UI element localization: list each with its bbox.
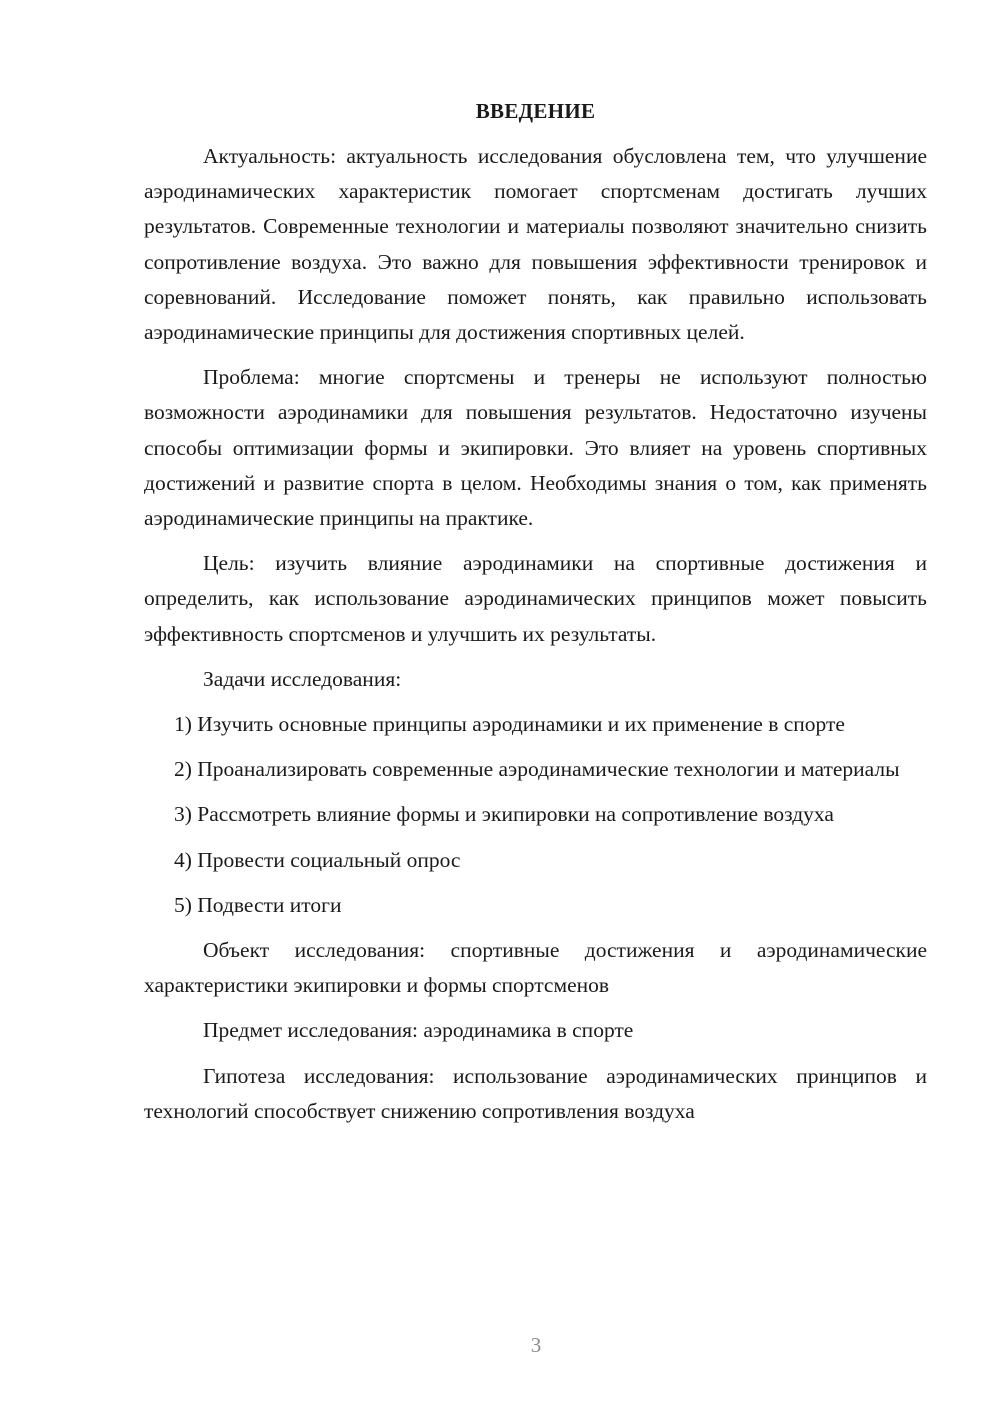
- task-item-1: 1) Изучить основные принципы аэродинамики и их применение в спорте: [174, 712, 845, 737]
- hypothesis-paragraph: Гипотеза исследования: использование аэродинамических принципов и технологий способствует снижению сопротивления воздуха: [144, 1063, 927, 1123]
- subject-paragraph: Предмет исследования: аэродинамика в спорте: [203, 1018, 634, 1043]
- relevance-paragraph: Актуальность: актуальность исследования обусловлена тем, что улучшение аэродинамических характеристик помогает спортсменам достигать лучших результатов. Современные технологии и материалы позволяют значительно снизить сопротивление воздуха. Это важно для повышения эффективности тренировок и соревнований. Исследование поможет понять, как правильно использовать аэродинамические принципы для достижения спортивных целей.: [144, 144, 927, 345]
- task-item-4: 4) Провести социальный опрос: [174, 847, 461, 872]
- object-paragraph: Объект исследования: спортивные достижения и аэродинамические характеристики экипировки и формы спортсменов: [144, 938, 927, 998]
- page-number: 3: [530, 1333, 542, 1357]
- problem-paragraph: Проблема: многие спортсмены и тренеры не используют полностью возможности аэродинамики для повышения результатов. Недостаточно изучены способы оптимизации формы и экипировки. Это влияет на уровень спортивных достижений и развитие спорта в целом. Необходимы знания о том, как применять аэродинамические принципы на практике.: [144, 365, 927, 531]
- task-item-5: 5) Подвести итоги: [174, 892, 342, 917]
- tasks-heading: Задачи исследования:: [203, 666, 402, 691]
- document-page: [144, 94, 927, 1139]
- task-item-2: 2) Проанализировать современные аэродинамические технологии и материалы: [174, 757, 900, 782]
- goal-paragraph: Цель: изучить влияние аэродинамики на спортивные достижения и определить, как использование аэродинамических принципов может повысить эффективность спортсменов и улучшить их результаты.: [144, 551, 927, 646]
- section-title: ВВЕДЕНИЕ: [475, 99, 596, 123]
- task-item-3: 3) Рассмотреть влияние формы и экипировки на сопротивление воздуха: [174, 802, 834, 827]
